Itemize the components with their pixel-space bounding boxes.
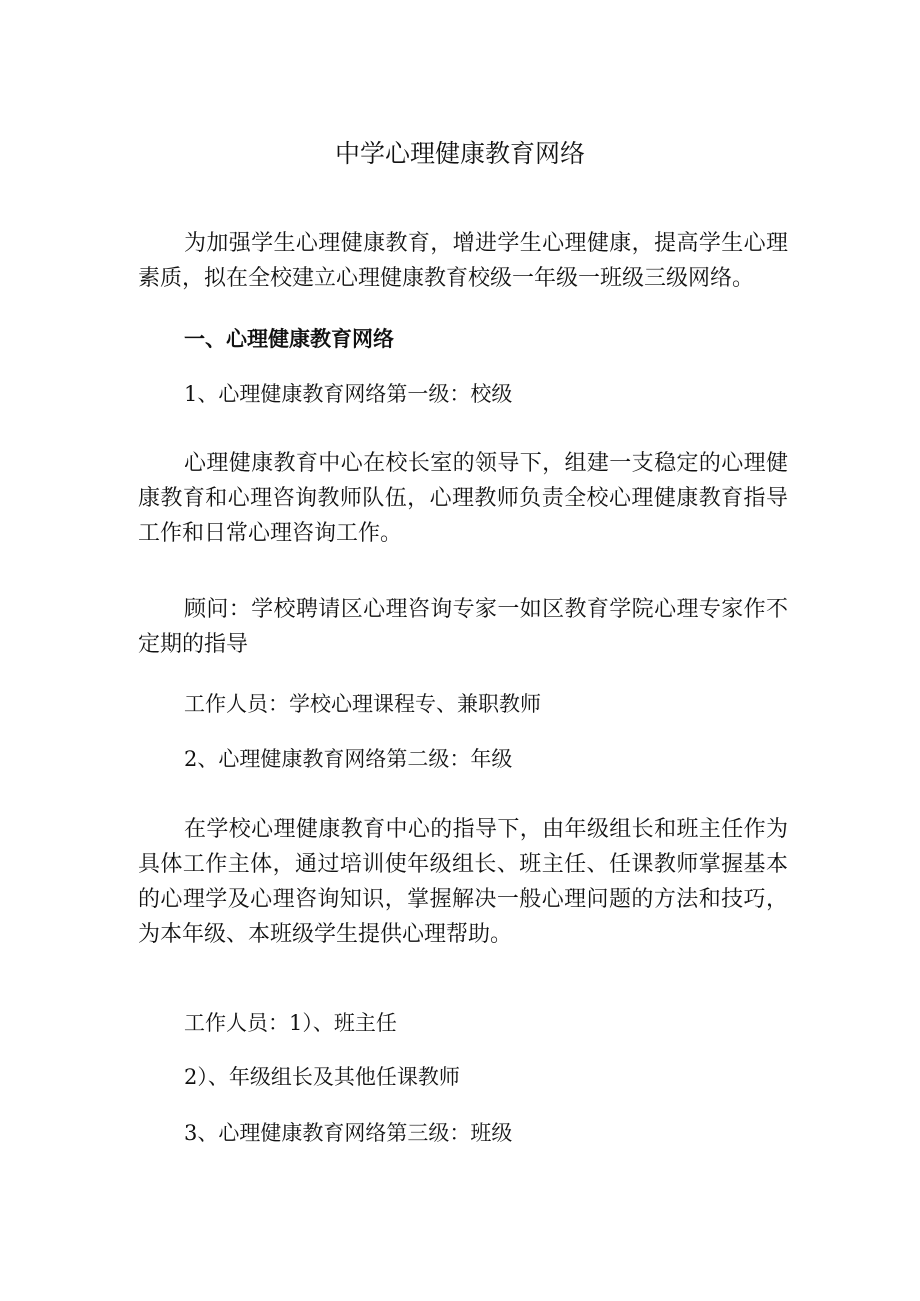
level3-heading: 3、心理健康教育网络第三级：班级 — [184, 1121, 513, 1145]
level1-advisor-paragraph: 顾问：学校聘请区心理咨询专家一如区教育学院心理专家作不定期的指导 — [138, 597, 788, 657]
level1-paragraph: 心理健康教育中心在校长室的领导下，组建一支稳定的心理健康教育和心理咨询教师队伍，心理教师负责全校心理健康教育指导工作和日常心理咨询工作。 — [138, 451, 788, 546]
level1-heading: 1、心理健康教育网络第一级：校级 — [184, 382, 513, 406]
level2-paragraph: 在学校心理健康教育中心的指导下，由年级组长和班主任作为具体工作主体，通过培训使年级组长、班主任、任课教师掌握基本的心理学及心理咨询知识，掌握解决一般心理问题的方法和技巧，为本年级、本班级学生提供心理帮助。 — [138, 817, 788, 947]
level1-staff-line: 工作人员：学校心理课程专、兼职教师 — [184, 692, 541, 716]
level2-staff-line-1: 工作人员：1）、班主任 — [184, 1011, 397, 1035]
level2-heading: 2、心理健康教育网络第二级：年级 — [184, 747, 513, 771]
section-heading-network: 一、心理健康教育网络 — [184, 327, 394, 351]
level2-staff-line-2: 2）、年级组长及其他任课教师 — [184, 1065, 460, 1089]
intro-paragraph: 为加强学生心理健康教育，增进学生心理健康，提高学生心理素质，拟在全校建立心理健康教育校级一年级一班级三级网络。 — [138, 231, 788, 291]
document-title: 中学心理健康教育网络 — [334, 139, 585, 168]
